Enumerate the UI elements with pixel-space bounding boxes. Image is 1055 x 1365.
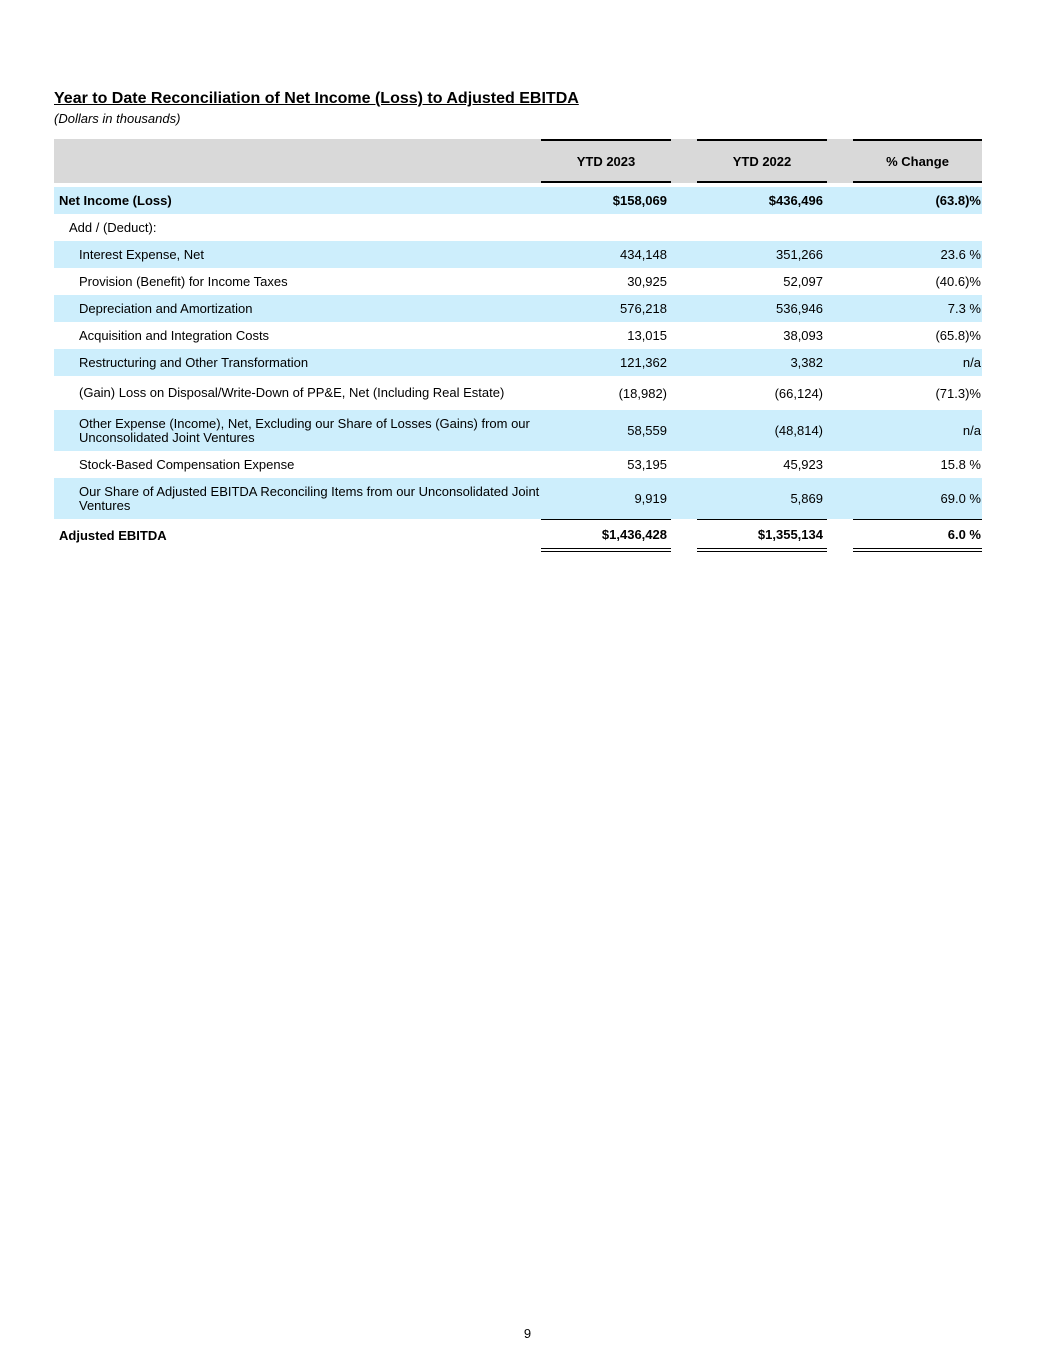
page-number: 9: [523, 1326, 532, 1341]
total-ytd-2022: $1,355,134: [697, 519, 827, 552]
table-row: [54, 214, 982, 241]
cell-pct-change: [853, 214, 982, 241]
header-gap: [827, 139, 853, 183]
header-pct-change: % Change: [853, 139, 982, 183]
row-label: Our Share of Adjusted EBITDA Reconciling Items from our Unconsolidated Joint Ventures: [54, 478, 541, 519]
header-gap: [671, 139, 697, 183]
header-ytd-2022: YTD 2022: [697, 139, 827, 183]
cell-pct-change: n/a: [853, 410, 982, 451]
cell-ytd-2022: 38,093: [783, 328, 823, 343]
cell-pct-change: (71.3)%: [935, 385, 981, 401]
row-label: Stock-Based Compensation Expense: [79, 456, 295, 472]
table-row: [54, 451, 982, 478]
table-row: [54, 241, 982, 268]
row-label: Interest Expense, Net: [54, 241, 541, 268]
total-pct-change: 6.0 %: [853, 519, 982, 552]
table-row: [54, 349, 982, 376]
cell-pct-change: 69.0 %: [853, 478, 982, 519]
cell-pct-change: (40.6)%: [935, 274, 981, 289]
cell-ytd-2023: 121,362: [541, 349, 671, 376]
row-label: Provision (Benefit) for Income Taxes: [79, 273, 288, 289]
cell-ytd-2023: 30,925: [627, 274, 667, 289]
table-row: [54, 410, 982, 451]
cell-ytd-2022: $436,496: [697, 187, 827, 214]
cell-ytd-2022: 52,097: [783, 274, 823, 289]
row-label: Net Income (Loss): [54, 187, 541, 214]
row-label: Other Expense (Income), Net, Excluding our Share of Losses (Gains) from our Unconsolidated Joint Ventures: [54, 410, 541, 451]
cell-ytd-2022: 5,869: [697, 478, 827, 519]
cell-ytd-2023: (18,982): [618, 385, 667, 401]
cell-pct-change: 15.8 %: [940, 457, 981, 472]
cell-ytd-2022: [697, 214, 827, 241]
cell-pct-change: 7.3 %: [853, 295, 982, 322]
table-header-row: [54, 139, 982, 183]
table-row: [54, 478, 982, 519]
cell-pct-change: (65.8)%: [935, 328, 981, 343]
cell-ytd-2023: [541, 214, 671, 241]
cell-ytd-2022: 351,266: [697, 241, 827, 268]
row-label: Acquisition and Integration Costs: [79, 327, 270, 343]
row-label: Add / (Deduct):: [69, 220, 157, 235]
cell-pct-change: (63.8)%: [853, 187, 982, 214]
units-note: (Dollars in thousands): [54, 111, 181, 126]
cell-ytd-2022: 536,946: [697, 295, 827, 322]
reconciliation-table: [54, 139, 982, 552]
total-label: Adjusted EBITDA: [54, 519, 541, 552]
cell-ytd-2023: 13,015: [627, 328, 667, 343]
total-ytd-2023: $1,436,428: [541, 519, 671, 552]
total-row: [54, 519, 982, 552]
table-row: [54, 187, 982, 214]
cell-ytd-2022: (66,124): [774, 385, 823, 401]
cell-ytd-2022: (48,814): [697, 410, 827, 451]
document-title: Year to Date Reconciliation of Net Income (Loss) to Adjusted EBITDA: [54, 90, 579, 107]
cell-pct-change: n/a: [853, 349, 982, 376]
header-blank: [54, 139, 541, 183]
row-label: Restructuring and Other Transformation: [54, 349, 541, 376]
table-row: [54, 376, 982, 410]
cell-ytd-2023: 9,919: [541, 478, 671, 519]
cell-ytd-2023: $158,069: [541, 187, 671, 214]
row-label: (Gain) Loss on Disposal/Write-Down of PP&E, Net (Including Real Estate): [79, 385, 505, 400]
table-row: [54, 268, 982, 295]
header-ytd-2023: YTD 2023: [541, 139, 671, 183]
table-row: [54, 295, 982, 322]
cell-ytd-2023: 53,195: [627, 457, 667, 472]
cell-ytd-2023: 576,218: [541, 295, 671, 322]
cell-ytd-2023: 434,148: [541, 241, 671, 268]
cell-ytd-2022: 45,923: [783, 457, 823, 472]
table-row: [54, 322, 982, 349]
row-label: Depreciation and Amortization: [54, 295, 541, 322]
cell-pct-change: 23.6 %: [853, 241, 982, 268]
cell-ytd-2022: 3,382: [697, 349, 827, 376]
cell-ytd-2023: 58,559: [541, 410, 671, 451]
